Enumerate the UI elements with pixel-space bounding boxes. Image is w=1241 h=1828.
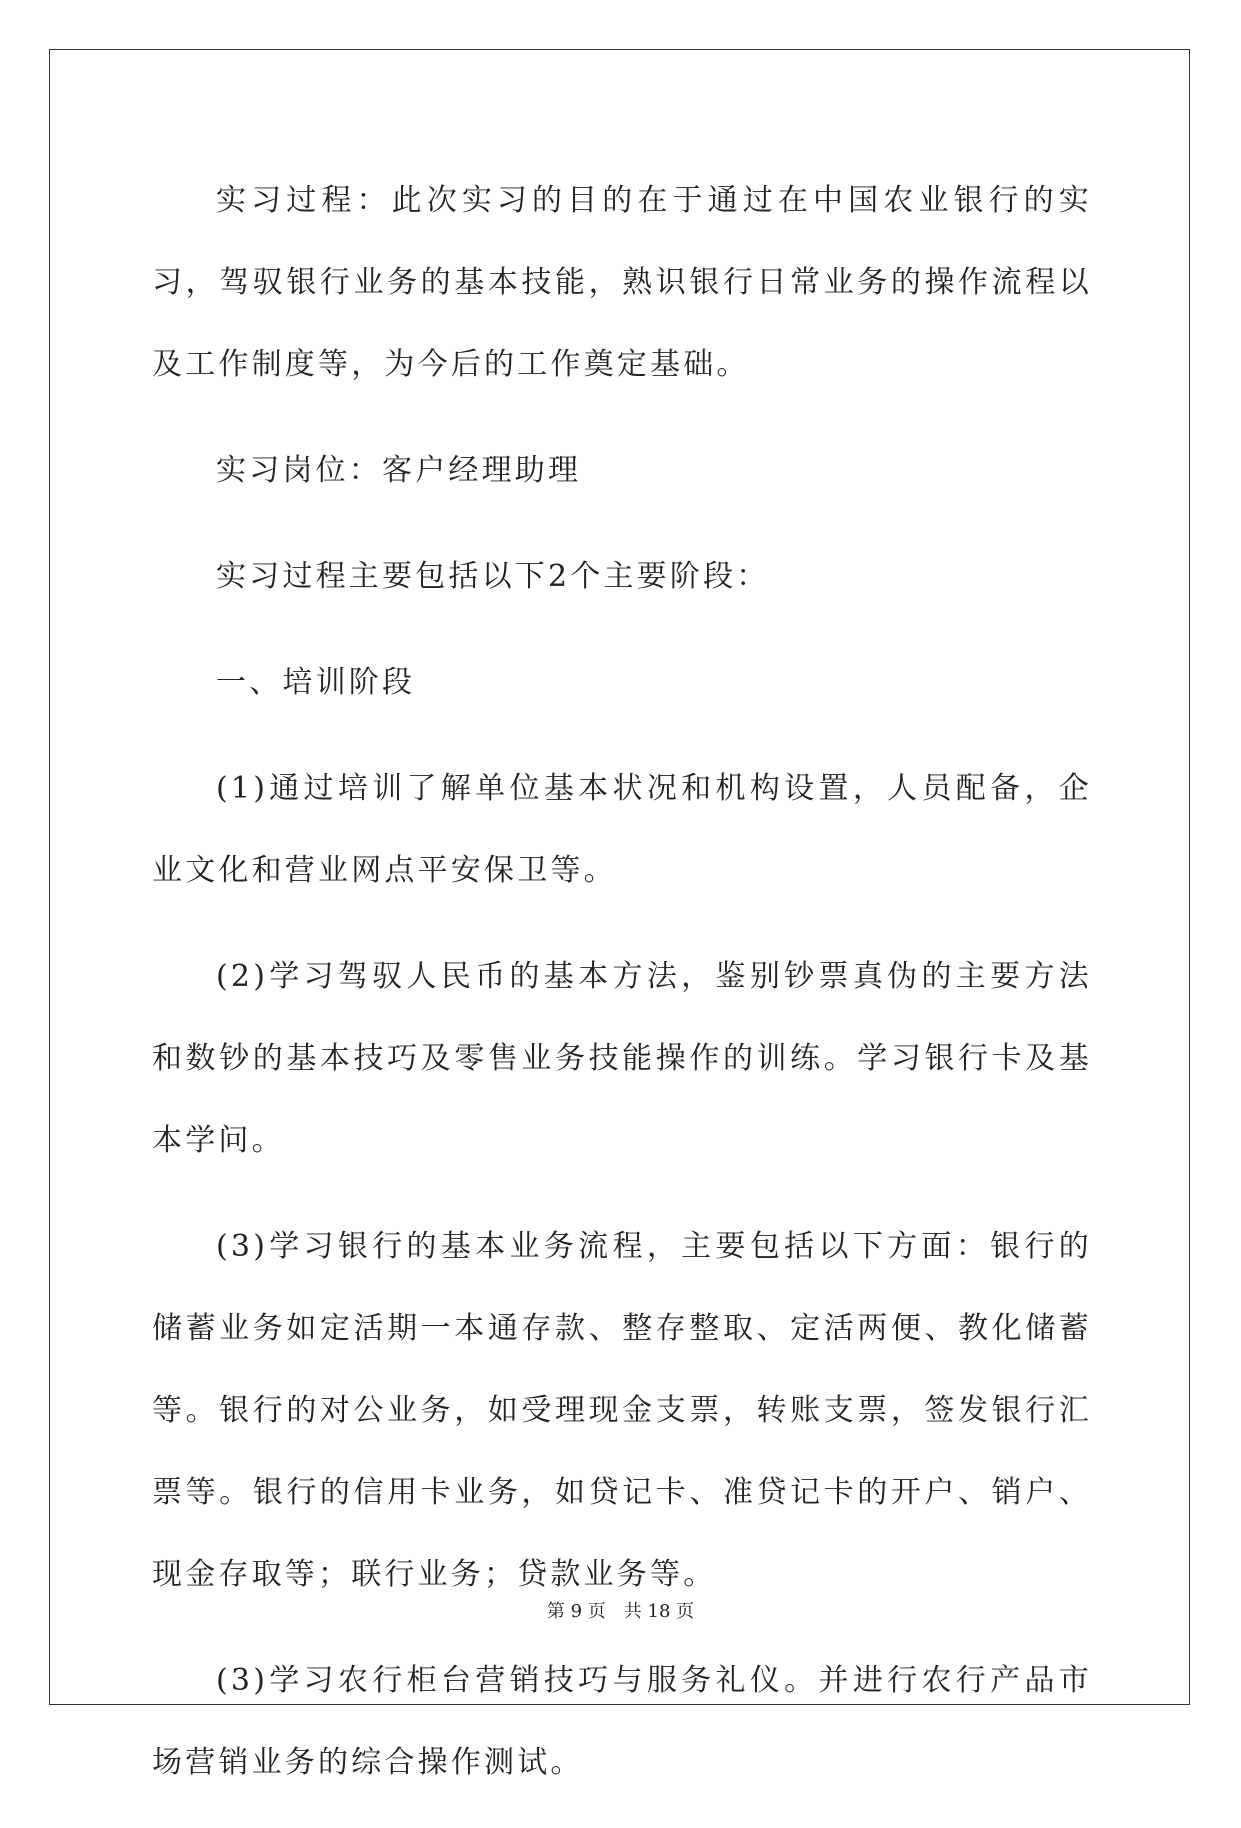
section-heading-training: 一、培训阶段 bbox=[216, 665, 416, 700]
paragraph-item-3: (3)学习银行的基本业务流程，主要包括以下方面：银行的储蓄业务如定活期一本通存款、整存整取、定活两便、教化储蓄等。银行的对公业务，如受理现金支票，转账支票，签发银行汇票等。银行的信用卡业务，如贷记卡、准贷记卡的开户、销户、现金存取等；联行业务；贷款业务等。 bbox=[152, 1229, 1092, 1592]
paragraph-purpose: 实习过程：此次实习的目的在于通过在中国农业银行的实习，驾驭银行业务的基本技能，熟识银行日常业务的操作流程以及工作制度等，为今后的工作奠定基础。 bbox=[152, 183, 1092, 382]
paragraph-stages-intro: 实习过程主要包括以下2个主要阶段： bbox=[216, 559, 770, 594]
paragraph-item-1: (1)通过培训了解单位基本状况和机构设置，人员配备，企业文化和营业网点平安保卫等。 bbox=[152, 771, 1092, 888]
page-number: 第 9 页 共 18 页 bbox=[546, 1601, 695, 1622]
paragraph-position: 实习岗位：客户经理助理 bbox=[216, 453, 582, 488]
paragraph-item-4: (3)学习农行柜台营销技巧与服务礼仪。并进行农行产品市场营销业务的综合操作测试。 bbox=[152, 1663, 1092, 1780]
document-body bbox=[152, 160, 1092, 1828]
paragraph-item-2: (2)学习驾驭人民币的基本方法，鉴别钞票真伪的主要方法和数钞的基本技巧及零售业务技能操作的训练。学习银行卡及基本学问。 bbox=[152, 959, 1092, 1158]
